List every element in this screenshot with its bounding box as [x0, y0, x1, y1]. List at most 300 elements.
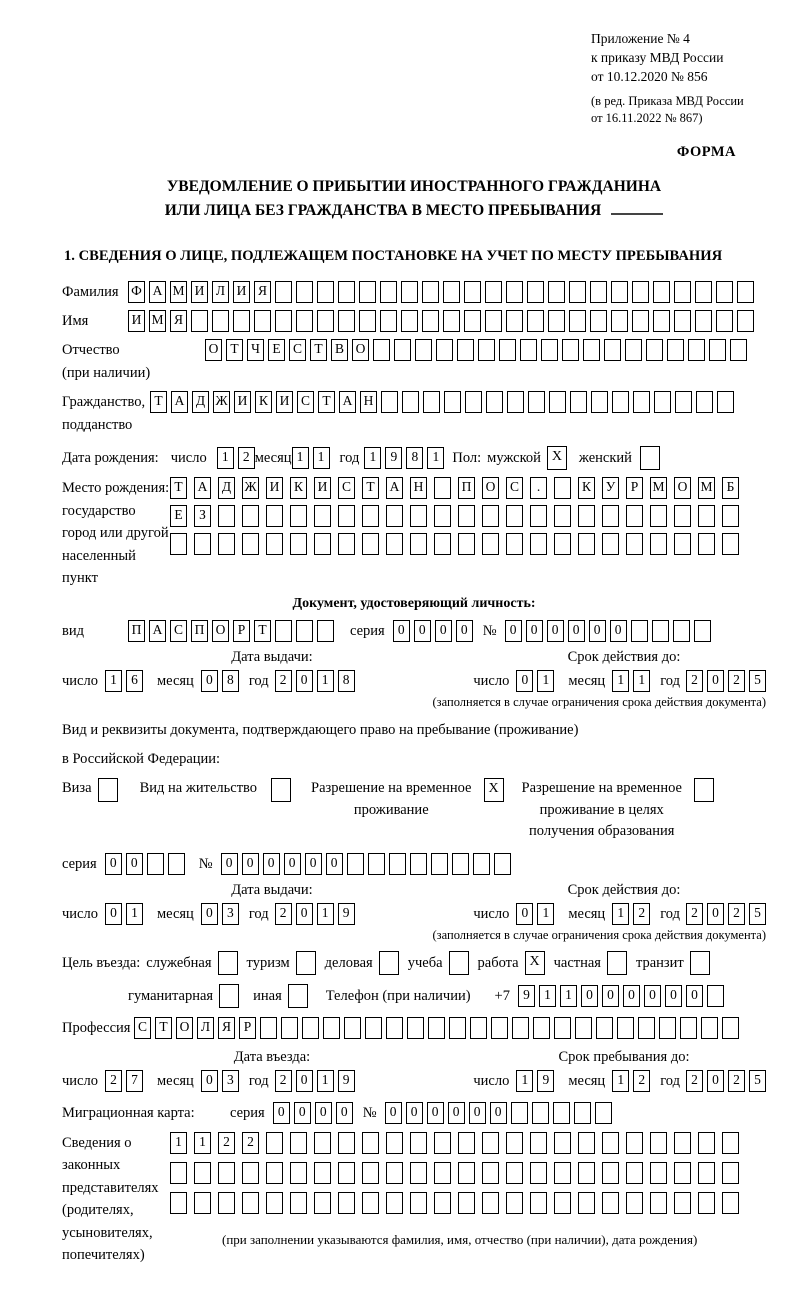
char-cell[interactable]: [722, 505, 739, 527]
char-cell[interactable]: [266, 1162, 283, 1184]
char-cell[interactable]: 0: [305, 853, 322, 875]
char-cell[interactable]: [698, 1132, 715, 1154]
char-cell[interactable]: [486, 391, 503, 413]
char-cell[interactable]: [707, 985, 724, 1007]
char-cell[interactable]: Ж: [242, 477, 259, 499]
char-cell[interactable]: 0: [201, 903, 218, 925]
char-cell[interactable]: [698, 533, 715, 555]
char-cell[interactable]: [527, 281, 544, 303]
char-cell[interactable]: [314, 533, 331, 555]
char-cell[interactable]: [530, 1132, 547, 1154]
char-cell[interactable]: [716, 281, 733, 303]
char-cell[interactable]: М: [170, 281, 187, 303]
char-cell[interactable]: [506, 1192, 523, 1214]
char-cell[interactable]: [338, 1162, 355, 1184]
char-cell[interactable]: Л: [212, 281, 229, 303]
char-cell[interactable]: 0: [547, 620, 564, 642]
char-cell[interactable]: 7: [126, 1070, 143, 1092]
char-cell[interactable]: [617, 1017, 634, 1039]
char-cell[interactable]: С: [134, 1017, 151, 1039]
char-cell[interactable]: [553, 1102, 570, 1124]
char-cell[interactable]: А: [386, 477, 403, 499]
char-cell[interactable]: 0: [602, 985, 619, 1007]
char-cell[interactable]: [428, 1017, 445, 1039]
visa-checkbox[interactable]: [98, 778, 118, 802]
char-cell[interactable]: 2: [275, 1070, 292, 1092]
char-cell[interactable]: [290, 1162, 307, 1184]
char-cell[interactable]: 0: [221, 853, 238, 875]
char-cell[interactable]: [485, 281, 502, 303]
char-cell[interactable]: [434, 505, 451, 527]
char-cell[interactable]: 0: [296, 670, 313, 692]
char-cell[interactable]: [574, 1102, 591, 1124]
char-cell[interactable]: [482, 533, 499, 555]
char-cell[interactable]: [362, 505, 379, 527]
char-cell[interactable]: [422, 281, 439, 303]
char-cell[interactable]: [323, 1017, 340, 1039]
char-cell[interactable]: 0: [665, 985, 682, 1007]
char-cell[interactable]: [170, 533, 187, 555]
char-cell[interactable]: 9: [537, 1070, 554, 1092]
char-cell[interactable]: [506, 281, 523, 303]
char-cell[interactable]: [549, 391, 566, 413]
char-cell[interactable]: [548, 310, 565, 332]
char-cell[interactable]: [633, 391, 650, 413]
char-cell[interactable]: О: [352, 339, 369, 361]
char-cell[interactable]: [653, 310, 670, 332]
char-cell[interactable]: .: [530, 477, 547, 499]
char-cell[interactable]: [611, 281, 628, 303]
char-cell[interactable]: 5: [749, 1070, 766, 1092]
char-cell[interactable]: [296, 620, 313, 642]
purpose-sluzhebnaya-checkbox[interactable]: [218, 951, 238, 975]
char-cell[interactable]: [578, 1162, 595, 1184]
char-cell[interactable]: [554, 1017, 571, 1039]
char-cell[interactable]: [569, 281, 586, 303]
char-cell[interactable]: [410, 533, 427, 555]
char-cell[interactable]: [737, 310, 754, 332]
char-cell[interactable]: [443, 310, 460, 332]
char-cell[interactable]: [338, 1132, 355, 1154]
char-cell[interactable]: [482, 505, 499, 527]
char-cell[interactable]: [434, 477, 451, 499]
char-cell[interactable]: А: [149, 620, 166, 642]
char-cell[interactable]: [452, 853, 469, 875]
char-cell[interactable]: 0: [707, 903, 724, 925]
char-cell[interactable]: 0: [105, 853, 122, 875]
char-cell[interactable]: [595, 1102, 612, 1124]
char-cell[interactable]: 1: [633, 670, 650, 692]
char-cell[interactable]: О: [205, 339, 222, 361]
char-cell[interactable]: [338, 533, 355, 555]
char-cell[interactable]: [701, 1017, 718, 1039]
char-cell[interactable]: Т: [155, 1017, 172, 1039]
char-cell[interactable]: 9: [338, 903, 355, 925]
char-cell[interactable]: [602, 1162, 619, 1184]
char-cell[interactable]: 0: [315, 1102, 332, 1124]
char-cell[interactable]: [317, 281, 334, 303]
char-cell[interactable]: 0: [406, 1102, 423, 1124]
char-cell[interactable]: Р: [239, 1017, 256, 1039]
char-cell[interactable]: 2: [728, 670, 745, 692]
char-cell[interactable]: [716, 310, 733, 332]
char-cell[interactable]: [368, 853, 385, 875]
char-cell[interactable]: [380, 281, 397, 303]
char-cell[interactable]: 1: [317, 903, 334, 925]
char-cell[interactable]: 0: [610, 620, 627, 642]
char-cell[interactable]: [674, 1192, 691, 1214]
char-cell[interactable]: Т: [150, 391, 167, 413]
char-cell[interactable]: [650, 1192, 667, 1214]
char-cell[interactable]: Ж: [213, 391, 230, 413]
purpose-chastnaya-checkbox[interactable]: [607, 951, 627, 975]
char-cell[interactable]: [612, 391, 629, 413]
char-cell[interactable]: Е: [268, 339, 285, 361]
char-cell[interactable]: А: [194, 477, 211, 499]
char-cell[interactable]: 2: [633, 1070, 650, 1092]
char-cell[interactable]: 1: [364, 447, 381, 469]
char-cell[interactable]: [674, 533, 691, 555]
char-cell[interactable]: [281, 1017, 298, 1039]
char-cell[interactable]: [520, 339, 537, 361]
char-cell[interactable]: [449, 1017, 466, 1039]
char-cell[interactable]: З: [194, 505, 211, 527]
char-cell[interactable]: [554, 1132, 571, 1154]
char-cell[interactable]: 0: [201, 670, 218, 692]
char-cell[interactable]: [415, 339, 432, 361]
char-cell[interactable]: С: [506, 477, 523, 499]
char-cell[interactable]: [410, 1162, 427, 1184]
char-cell[interactable]: М: [698, 477, 715, 499]
char-cell[interactable]: [583, 339, 600, 361]
char-cell[interactable]: [347, 853, 364, 875]
char-cell[interactable]: [506, 1162, 523, 1184]
char-cell[interactable]: [254, 310, 271, 332]
char-cell[interactable]: [434, 533, 451, 555]
char-cell[interactable]: 0: [516, 903, 533, 925]
char-cell[interactable]: [314, 1132, 331, 1154]
char-cell[interactable]: 8: [222, 670, 239, 692]
char-cell[interactable]: [436, 339, 453, 361]
char-cell[interactable]: 1: [612, 1070, 629, 1092]
char-cell[interactable]: [717, 391, 734, 413]
char-cell[interactable]: [602, 1192, 619, 1214]
char-cell[interactable]: [242, 505, 259, 527]
char-cell[interactable]: Р: [233, 620, 250, 642]
char-cell[interactable]: Т: [318, 391, 335, 413]
char-cell[interactable]: [654, 391, 671, 413]
char-cell[interactable]: [423, 391, 440, 413]
char-cell[interactable]: [674, 1162, 691, 1184]
char-cell[interactable]: 0: [294, 1102, 311, 1124]
char-cell[interactable]: 2: [728, 903, 745, 925]
char-cell[interactable]: Т: [362, 477, 379, 499]
char-cell[interactable]: 0: [414, 620, 431, 642]
char-cell[interactable]: 0: [284, 853, 301, 875]
char-cell[interactable]: [730, 339, 747, 361]
char-cell[interactable]: [275, 620, 292, 642]
char-cell[interactable]: [709, 339, 726, 361]
char-cell[interactable]: [362, 1132, 379, 1154]
char-cell[interactable]: И: [276, 391, 293, 413]
char-cell[interactable]: 2: [686, 903, 703, 925]
char-cell[interactable]: [218, 1192, 235, 1214]
char-cell[interactable]: 1: [560, 985, 577, 1007]
char-cell[interactable]: Ф: [128, 281, 145, 303]
char-cell[interactable]: О: [674, 477, 691, 499]
char-cell[interactable]: [695, 310, 712, 332]
char-cell[interactable]: Н: [410, 477, 427, 499]
char-cell[interactable]: [625, 339, 642, 361]
char-cell[interactable]: [646, 339, 663, 361]
purpose-tranzit-checkbox[interactable]: [690, 951, 710, 975]
char-cell[interactable]: 1: [105, 670, 122, 692]
char-cell[interactable]: [626, 505, 643, 527]
char-cell[interactable]: [434, 1162, 451, 1184]
char-cell[interactable]: [242, 533, 259, 555]
char-cell[interactable]: [626, 1162, 643, 1184]
char-cell[interactable]: [667, 339, 684, 361]
char-cell[interactable]: 1: [612, 670, 629, 692]
char-cell[interactable]: [275, 281, 292, 303]
char-cell[interactable]: [394, 339, 411, 361]
char-cell[interactable]: [338, 505, 355, 527]
char-cell[interactable]: 3: [222, 1070, 239, 1092]
char-cell[interactable]: [290, 1192, 307, 1214]
char-cell[interactable]: [511, 1102, 528, 1124]
char-cell[interactable]: У: [602, 477, 619, 499]
char-cell[interactable]: 0: [644, 985, 661, 1007]
char-cell[interactable]: [170, 1162, 187, 1184]
char-cell[interactable]: [458, 505, 475, 527]
char-cell[interactable]: 0: [126, 853, 143, 875]
char-cell[interactable]: [722, 533, 739, 555]
char-cell[interactable]: Я: [254, 281, 271, 303]
char-cell[interactable]: [548, 281, 565, 303]
char-cell[interactable]: [506, 1132, 523, 1154]
char-cell[interactable]: [212, 310, 229, 332]
char-cell[interactable]: 1: [170, 1132, 187, 1154]
char-cell[interactable]: 9: [338, 1070, 355, 1092]
char-cell[interactable]: [688, 339, 705, 361]
char-cell[interactable]: [458, 1162, 475, 1184]
char-cell[interactable]: 2: [218, 1132, 235, 1154]
char-cell[interactable]: [362, 533, 379, 555]
char-cell[interactable]: [290, 533, 307, 555]
char-cell[interactable]: [737, 281, 754, 303]
char-cell[interactable]: [458, 1132, 475, 1154]
purpose-rabota-checkbox[interactable]: X: [525, 951, 545, 975]
char-cell[interactable]: 8: [338, 670, 355, 692]
char-cell[interactable]: [338, 281, 355, 303]
char-cell[interactable]: [260, 1017, 277, 1039]
char-cell[interactable]: 0: [707, 670, 724, 692]
char-cell[interactable]: [675, 391, 692, 413]
char-cell[interactable]: [373, 339, 390, 361]
char-cell[interactable]: [485, 310, 502, 332]
char-cell[interactable]: [527, 310, 544, 332]
char-cell[interactable]: [407, 1017, 424, 1039]
char-cell[interactable]: [506, 505, 523, 527]
char-cell[interactable]: П: [191, 620, 208, 642]
char-cell[interactable]: [242, 1192, 259, 1214]
char-cell[interactable]: О: [482, 477, 499, 499]
char-cell[interactable]: 6: [126, 670, 143, 692]
char-cell[interactable]: [401, 281, 418, 303]
char-cell[interactable]: 0: [686, 985, 703, 1007]
char-cell[interactable]: [233, 310, 250, 332]
char-cell[interactable]: М: [650, 477, 667, 499]
char-cell[interactable]: 0: [273, 1102, 290, 1124]
char-cell[interactable]: [482, 1192, 499, 1214]
char-cell[interactable]: 0: [427, 1102, 444, 1124]
char-cell[interactable]: [362, 1162, 379, 1184]
char-cell[interactable]: [338, 1192, 355, 1214]
char-cell[interactable]: [191, 310, 208, 332]
char-cell[interactable]: [218, 1162, 235, 1184]
char-cell[interactable]: 0: [435, 620, 452, 642]
char-cell[interactable]: [168, 853, 185, 875]
char-cell[interactable]: [650, 1162, 667, 1184]
char-cell[interactable]: 0: [242, 853, 259, 875]
char-cell[interactable]: 0: [581, 985, 598, 1007]
char-cell[interactable]: [722, 1132, 739, 1154]
char-cell[interactable]: [591, 391, 608, 413]
char-cell[interactable]: [673, 620, 690, 642]
char-cell[interactable]: [694, 620, 711, 642]
char-cell[interactable]: [434, 1192, 451, 1214]
char-cell[interactable]: [652, 620, 669, 642]
char-cell[interactable]: Л: [197, 1017, 214, 1039]
char-cell[interactable]: [528, 391, 545, 413]
char-cell[interactable]: [381, 391, 398, 413]
char-cell[interactable]: Д: [192, 391, 209, 413]
char-cell[interactable]: [389, 853, 406, 875]
char-cell[interactable]: [674, 1132, 691, 1154]
char-cell[interactable]: [434, 1132, 451, 1154]
purpose-delovaya-checkbox[interactable]: [379, 951, 399, 975]
char-cell[interactable]: 3: [222, 903, 239, 925]
char-cell[interactable]: [194, 533, 211, 555]
char-cell[interactable]: [554, 1192, 571, 1214]
char-cell[interactable]: [533, 1017, 550, 1039]
char-cell[interactable]: [359, 281, 376, 303]
char-cell[interactable]: [650, 1132, 667, 1154]
char-cell[interactable]: [626, 533, 643, 555]
char-cell[interactable]: К: [578, 477, 595, 499]
char-cell[interactable]: Т: [310, 339, 327, 361]
rvp-edu-checkbox[interactable]: [694, 778, 714, 802]
char-cell[interactable]: [506, 310, 523, 332]
char-cell[interactable]: [674, 310, 691, 332]
char-cell[interactable]: [218, 533, 235, 555]
char-cell[interactable]: [722, 1192, 739, 1214]
char-cell[interactable]: [562, 339, 579, 361]
char-cell[interactable]: [380, 310, 397, 332]
char-cell[interactable]: [275, 310, 292, 332]
char-cell[interactable]: [626, 1132, 643, 1154]
char-cell[interactable]: 5: [749, 670, 766, 692]
char-cell[interactable]: 1: [126, 903, 143, 925]
char-cell[interactable]: [530, 533, 547, 555]
char-cell[interactable]: 1: [612, 903, 629, 925]
char-cell[interactable]: [578, 1192, 595, 1214]
char-cell[interactable]: Е: [170, 505, 187, 527]
char-cell[interactable]: [602, 505, 619, 527]
char-cell[interactable]: 2: [275, 903, 292, 925]
char-cell[interactable]: [632, 281, 649, 303]
char-cell[interactable]: [554, 505, 571, 527]
char-cell[interactable]: [499, 339, 516, 361]
char-cell[interactable]: [653, 281, 670, 303]
char-cell[interactable]: 0: [105, 903, 122, 925]
char-cell[interactable]: [296, 281, 313, 303]
char-cell[interactable]: [632, 310, 649, 332]
char-cell[interactable]: [365, 1017, 382, 1039]
char-cell[interactable]: Т: [226, 339, 243, 361]
char-cell[interactable]: 0: [623, 985, 640, 1007]
char-cell[interactable]: 2: [686, 670, 703, 692]
char-cell[interactable]: [410, 853, 427, 875]
char-cell[interactable]: [302, 1017, 319, 1039]
char-cell[interactable]: Р: [626, 477, 643, 499]
char-cell[interactable]: [431, 853, 448, 875]
char-cell[interactable]: 1: [217, 447, 234, 469]
char-cell[interactable]: [170, 1192, 187, 1214]
char-cell[interactable]: Н: [360, 391, 377, 413]
char-cell[interactable]: 1: [516, 1070, 533, 1092]
char-cell[interactable]: 0: [516, 670, 533, 692]
char-cell[interactable]: [570, 391, 587, 413]
char-cell[interactable]: [478, 339, 495, 361]
char-cell[interactable]: М: [149, 310, 166, 332]
char-cell[interactable]: 0: [263, 853, 280, 875]
char-cell[interactable]: [698, 505, 715, 527]
char-cell[interactable]: [530, 1192, 547, 1214]
char-cell[interactable]: [638, 1017, 655, 1039]
char-cell[interactable]: Я: [170, 310, 187, 332]
char-cell[interactable]: 2: [275, 670, 292, 692]
char-cell[interactable]: [470, 1017, 487, 1039]
char-cell[interactable]: [410, 1132, 427, 1154]
char-cell[interactable]: О: [176, 1017, 193, 1039]
char-cell[interactable]: С: [338, 477, 355, 499]
char-cell[interactable]: 2: [242, 1132, 259, 1154]
char-cell[interactable]: 0: [296, 903, 313, 925]
char-cell[interactable]: [290, 505, 307, 527]
char-cell[interactable]: И: [266, 477, 283, 499]
char-cell[interactable]: 0: [336, 1102, 353, 1124]
char-cell[interactable]: [674, 505, 691, 527]
char-cell[interactable]: [338, 310, 355, 332]
char-cell[interactable]: 1: [539, 985, 556, 1007]
char-cell[interactable]: 1: [427, 447, 444, 469]
char-cell[interactable]: К: [290, 477, 307, 499]
char-cell[interactable]: [464, 310, 481, 332]
char-cell[interactable]: [362, 1192, 379, 1214]
char-cell[interactable]: [266, 1192, 283, 1214]
char-cell[interactable]: [696, 391, 713, 413]
char-cell[interactable]: [402, 391, 419, 413]
char-cell[interactable]: 2: [728, 1070, 745, 1092]
char-cell[interactable]: [457, 339, 474, 361]
char-cell[interactable]: 0: [526, 620, 543, 642]
char-cell[interactable]: Ч: [247, 339, 264, 361]
char-cell[interactable]: 0: [707, 1070, 724, 1092]
char-cell[interactable]: К: [255, 391, 272, 413]
char-cell[interactable]: И: [191, 281, 208, 303]
char-cell[interactable]: Д: [218, 477, 235, 499]
